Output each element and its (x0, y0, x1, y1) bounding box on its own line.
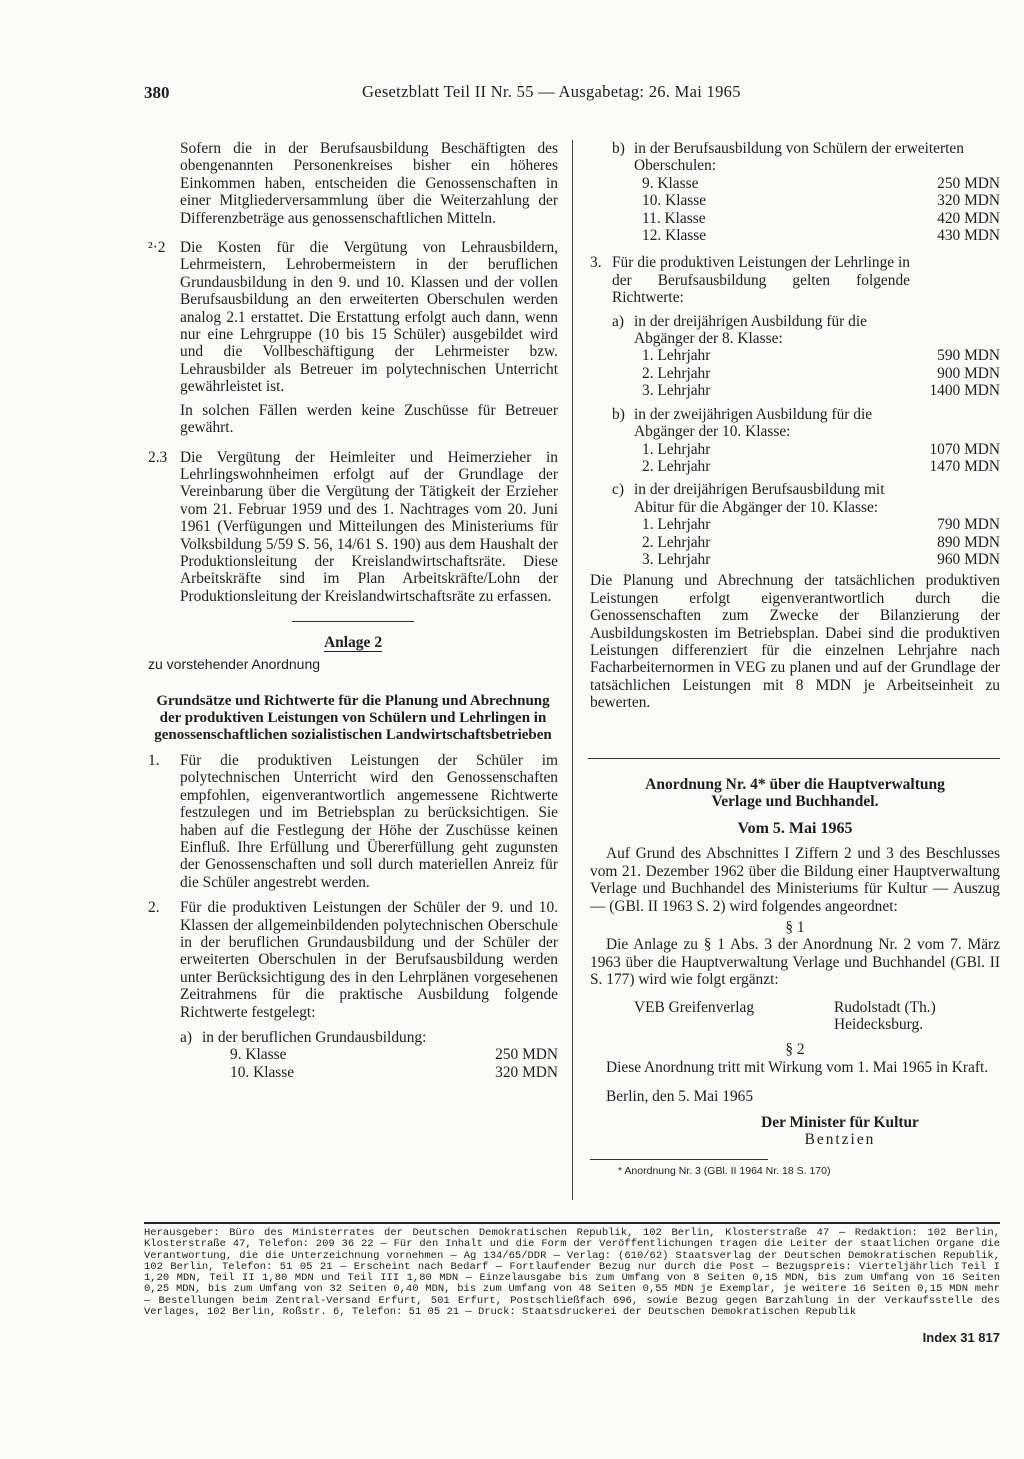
signer-name: Bentzien (804, 1131, 876, 1149)
sub-label: b) (612, 405, 625, 423)
row-label: 11. Klasse (642, 209, 706, 227)
section-1-heading: § 1 (785, 919, 805, 937)
row-label: 1. Lehrjahr (642, 516, 711, 534)
section-text: In solchen Fällen werden keine Zuschüsse für Betreuer gewährt. (180, 401, 558, 437)
point-text: Für die produktiven Leistungen der Schüler der 9. und 10. Klassen der allgemeinbildenden polytechnischen Oberschule in der beruflichen Grundausbildung und der Schüler der erweiterten Oberschulen in der Berufsausbildung werden unter Berücksichtigung des in den Lehrplänen vorgesehenen Zeitrahmens für die praktische Ausbildung folgende Richtwerte festgelegt: (180, 899, 558, 1021)
row-label: 9. Klasse (642, 174, 699, 192)
signer-title: Der Minister für Kultur (761, 1113, 919, 1131)
value-row (590, 192, 1000, 209)
row-value: 1400 MDN (929, 382, 1000, 400)
section-2-3 (148, 449, 558, 606)
section-2-text: Diese Anordnung tritt mit Wirkung vom 1. Mai 1965 in Kraft. (606, 1058, 989, 1076)
section-text: Die Vergütung der Heimleiter und Heimerzieher in Lehrlingswohnheimen erfolgt auf der Grundlage der Vereinbarung über die Vergütung der Tätigkeit der Erzieher vom 21. Februar 1959 und des 1. Nachtrages vom 20. Juni 1961 (Verfügungen und Mitteilungen des Ministeriums für Volksbildung 5/59 S. 56, 14/61 S. 190) aus dem Haushalt der Produktionsleitung der Kreislandwirtschaftsräte. Diese Arbeitskräfte sind im Plan Arbeitskräfte/Lohn der Produktionsleitung der Kreislandwirtschaftsräte zu erfassen. (180, 448, 558, 605)
row-label: 3. Lehrjahr (642, 382, 711, 400)
ordinance-title: Anordnung Nr. 4* über die Hauptverwaltung Verlage und Buchhandel. (645, 776, 945, 810)
row-value: 590 MDN (937, 347, 1000, 365)
row-label: 2. Lehrjahr (642, 457, 711, 475)
imprint: Herausgeber: Büro des Ministerrates der Deutschen Demokratischen Republik, 102 Berlin, Klosterstraße 47 — Redaktion: 102 Berlin, Klosterstraße 47, Telefon: 209 36 22 — Für den Inhalt und die Form der Veröffentlichungen tragen die Leiter der staatlichen Organe die Verantwortung, die die Unterzeichnung vornehmen — Ag 134/65/DDR — Verlag: (610/62) Staatsverlag der Deutschen Demokratischen Republik, 102 Berlin, Telefon: 51 05 21 — Erscheint nach Bedarf — Fortlaufender Bezug nur durch die Post — Bezugspreis: Vierteljährlich Teil I 1,20 MDN, Teil II 1,80 MDN und Teil III 1,80 MDN — Einzelausgabe bis zum Umfang von 8 Seiten 0,15 MDN, bis zum Umfang von 16 Seiten 0,25 MDN, bis zum Umfang von 32 Seiten 0,40 MDN, bis zum Umfang von 48 Seiten 0,55 MDN je Exemplar, je weitere 16 Seiten 0,15 MDN mehr — Bestellungen beim Zentral-Versand Erfurt, 501 Erfurt, Postschließfach 696, sowie Bezug gegen Barzahlung in der Verkaufsstelle des Verlages, 102 Berlin, Roßstr. 6, Telefon: 51 05 21 — Druck: Staatsdruckerei der Deutschen Demokratischen Republik (144, 1227, 1000, 1319)
point-1 (148, 752, 558, 891)
sub-text: in der Berufsausbildung von Schülern der erweiterten Oberschulen: (634, 140, 964, 175)
ordinance-block (590, 776, 1000, 1180)
value-row (590, 382, 1000, 399)
sub-label: a) (180, 1029, 192, 1047)
intro-paragraph: Sofern die in der Berufsausbildung Beschäftigten des obengenannten Personenkreises bisher ein höheres Einkommen haben, entscheiden die Genossenschaften in einer Mitgliederversammlung über die Weiterzahlung der Differenzbeträge aus genossenschaftlichen Mitteln. (180, 140, 558, 227)
row-value: 960 MDN (937, 550, 1000, 568)
row-value: 900 MDN (937, 364, 1000, 382)
row-value: 790 MDN (937, 516, 1000, 534)
page-number: 380 (144, 83, 170, 102)
section-text: Die Kosten für die Vergütung von Lehrausbildern, Lehrmeistern, Lehrobermeistern in der beruflichen Grundausbildung in den 9. und 10. Klassen und der vollen Berufsausbildung an den erweiterten Oberschulen werden analog 2.1 erstattet. Die Erstattung erfolgt auch dann, wenn nur eine Lehrgruppe (10 bis 15 Schüler) ausgebildet wird und die Vollbeschäftigung der Lehrmeister bzw. Lehrausbilder als Betreuer im polytechnischen Unterricht gewährleistet ist. (180, 239, 558, 396)
section-2-2 (148, 239, 558, 436)
row-label: 10. Klasse (230, 1063, 295, 1081)
sub-text: in der beruflichen Grundausbildung: (202, 1029, 427, 1047)
value-row (590, 365, 1000, 382)
imprint-rule (144, 1222, 1000, 1224)
point-number: 2. (148, 899, 160, 917)
ordinance-intro: Auf Grund des Abschnittes I Ziffern 2 und 3 des Beschlusses vom 21. Dezember 1962 über die Bildung einer Hauptverwaltung Verlage und Buchhandel des Ministeriums für Kultur — Auszug — (GBl. II 1963 S. 2) wird folgendes angeordnet: (590, 845, 1000, 915)
row-label: 1. Lehrjahr (642, 347, 711, 365)
row-value: 250 MDN (495, 1046, 558, 1064)
point-text: Für die produktiven Leistungen der Lehrlinge in der Berufsausbildung gelten folgende Richtwerte: (612, 254, 910, 307)
right-column (590, 140, 1000, 712)
publisher-location: Rudolstadt (Th.) Heidecksburg. (834, 998, 936, 1034)
value-row (180, 1046, 558, 1063)
separator-rule (292, 621, 414, 622)
point-2 (148, 899, 558, 1081)
place-date: Berlin, den 5. Mai 1965 (606, 1088, 754, 1106)
section-1-text: Die Anlage zu § 1 Abs. 3 der Anordnung Nr. 2 vom 7. März 1963 über die Hauptverwaltung Verlage und Buchhandel (GBl. II S. 177) wird wie folgt ergänzt: (590, 936, 1000, 989)
value-row (180, 1064, 558, 1081)
column-divider (572, 140, 573, 1200)
value-row (590, 210, 1000, 227)
sub-text: in der zweijährigen Ausbildung für die Abgänger der 10. Klasse: (634, 405, 873, 441)
sub-label: c) (612, 481, 624, 499)
sub-item-b (590, 406, 1000, 441)
row-value: 420 MDN (937, 209, 1000, 227)
annex-title-text: Anlage 2 (323, 634, 383, 652)
value-row (590, 441, 1000, 458)
sub-item-c (590, 481, 1000, 516)
row-label: 2. Lehrjahr (642, 364, 711, 382)
section-number: ²·2 (148, 239, 166, 257)
sub-item-b (590, 140, 1000, 175)
point-text: Für die produktiven Leistungen der Schüler im polytechnischen Unterricht wird den Genossenschaften empfohlen, eigenverantwortlich angemessene Richtwerte festzulegen und im Betriebsplan zu berücksichtigen. Sie haben auf die Festlegung der Höhe der Zuschüsse keinen Einfluß. Ihre Erfüllung und Übererfüllung geht zugunsten der Genossenschaften und soll durch materiellen Anreiz für die Schüler angestrebt werden. (180, 751, 558, 891)
point-number: 3. (590, 254, 602, 272)
row-value: 320 MDN (937, 192, 1000, 210)
sub-item-a (590, 313, 1000, 348)
page-header: Gesetzblatt Teil II Nr. 55 — Ausgabetag: 26. Mai 1965 (362, 82, 741, 101)
row-label: 10. Klasse (642, 192, 707, 210)
row-label: 1. Lehrjahr (642, 440, 711, 458)
publisher-entry (590, 999, 1000, 1034)
annex-subtitle: zu vorstehender Anordnung (148, 655, 321, 672)
sub-text: in der dreijährigen Ausbildung für die Abgänger der 8. Klasse: (634, 312, 867, 348)
planning-paragraph: Die Planung und Abrechnung der tatsächlichen produktiven Leistungen erfolgt eigenverantwortlich durch die Genossenschaften zum Zwecke der Bilanzierung der Ausbildungskosten im Betriebsplan. Dabei sind die produktiven Leistungen differenziert für die einzelnen Lehrjahre nach Facharbeiternormen in VEG zu planen und auf der Grundlage der tatsächlichen Leistungen mit 8 MDN je Arbeitseinheit zu bewerten. (590, 572, 1000, 712)
annex-heading: Grundsätze und Richtwerte für die Planung und Abrechnung der produktiven Leistungen von Schülern und Lehrlingen in genossenschaftlichen sozialistischen Landwirtschaftsbetrieben (154, 692, 552, 743)
row-value: 890 MDN (937, 533, 1000, 551)
row-label: 2. Lehrjahr (642, 533, 711, 551)
sub-item-a (180, 1029, 558, 1046)
row-value: 250 MDN (937, 174, 1000, 192)
value-row (590, 175, 1000, 192)
footnote-rule (590, 1159, 768, 1160)
sub-label: b) (612, 140, 625, 157)
row-value: 320 MDN (495, 1063, 558, 1081)
row-label: 3. Lehrjahr (642, 550, 711, 568)
point-number: 1. (148, 751, 160, 769)
footnote: * Anordnung Nr. 3 (GBl. II 1964 Nr. 18 S. 170) (618, 1164, 831, 1177)
publisher-name: VEB Greifenverlag (634, 998, 755, 1016)
value-row (590, 227, 1000, 244)
value-row (590, 458, 1000, 475)
ordinance-separator (588, 758, 1000, 759)
section-2-heading: § 2 (785, 1041, 805, 1059)
value-row (590, 347, 1000, 364)
point-3 (590, 254, 1000, 306)
row-label: 9. Klasse (230, 1046, 287, 1064)
row-value: 1470 MDN (929, 457, 1000, 475)
index-number: Index 31 817 (922, 1330, 1000, 1345)
row-value: 1070 MDN (929, 440, 1000, 458)
value-row (590, 534, 1000, 551)
annex-title (148, 634, 558, 651)
value-row (590, 551, 1000, 568)
row-value: 430 MDN (937, 227, 1000, 245)
value-row (590, 516, 1000, 533)
section-number: 2.3 (148, 448, 168, 466)
left-column (148, 140, 558, 1081)
row-label: 12. Klasse (642, 227, 707, 245)
sub-label: a) (612, 312, 624, 330)
ordinance-date: Vom 5. Mai 1965 (737, 820, 853, 837)
sub-text: in der dreijährigen Berufsausbildung mit Abitur für die Abgänger der 10. Klasse: (634, 481, 885, 516)
